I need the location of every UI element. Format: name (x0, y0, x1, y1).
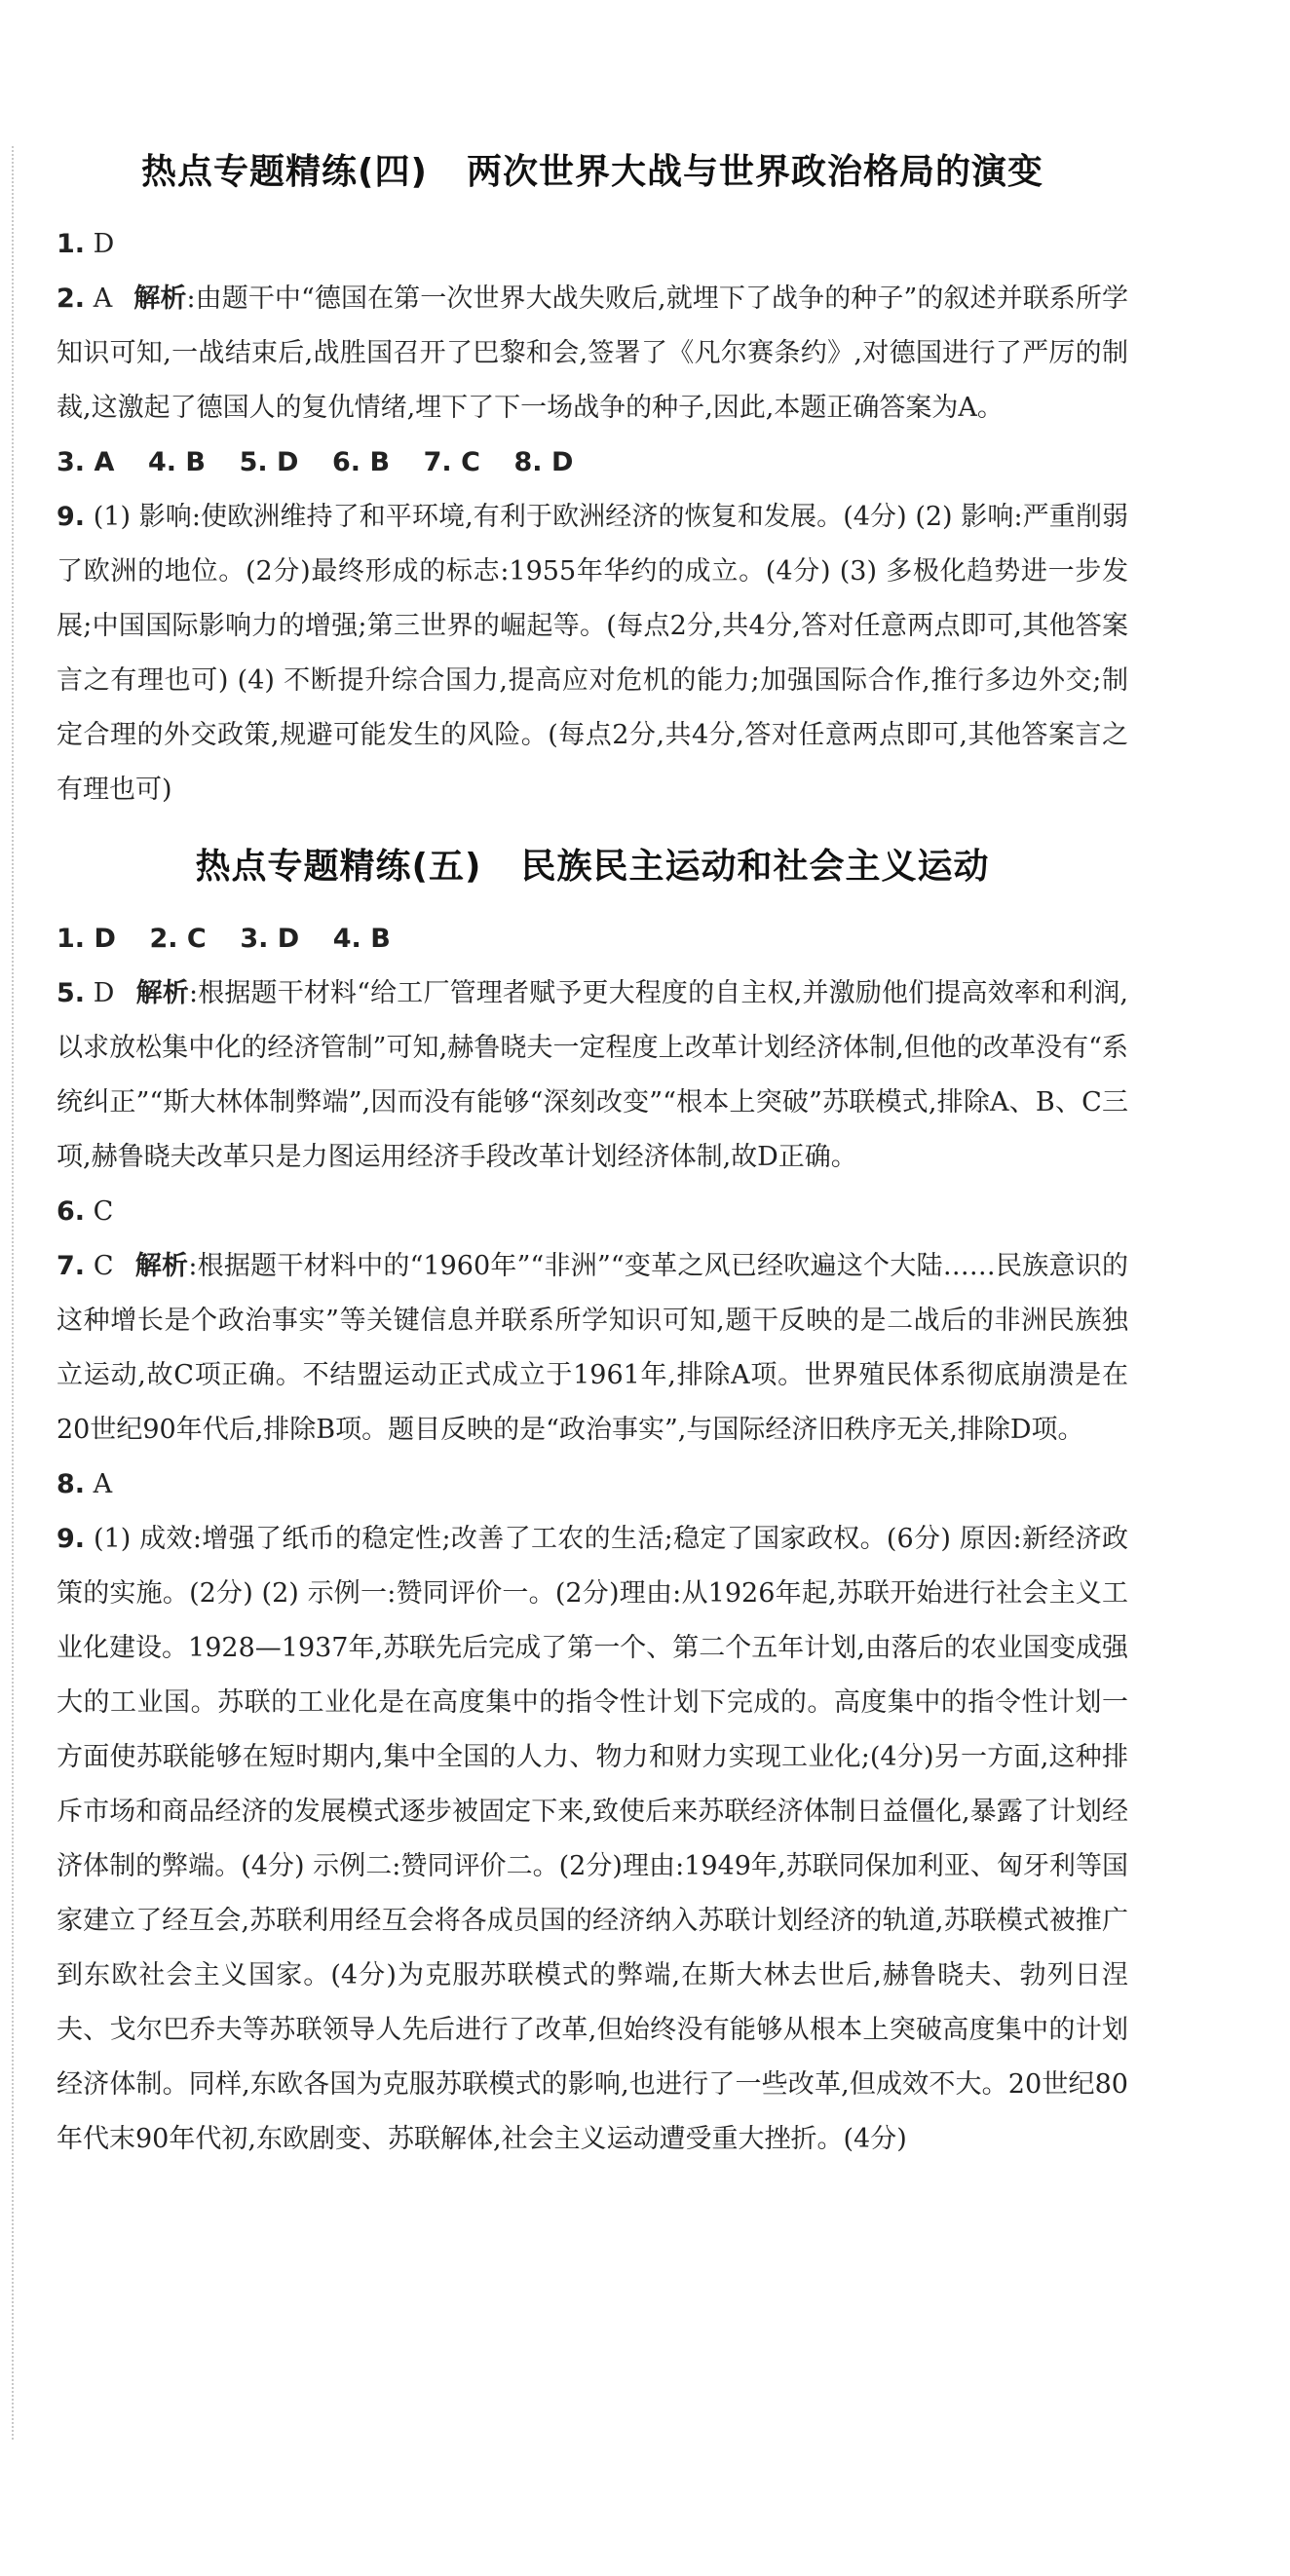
answer-row (57, 912, 1128, 966)
answer-item: 8. A (57, 1469, 113, 1499)
section-four (57, 144, 1128, 817)
answer-pair: 4. B (147, 447, 206, 477)
answer-choice: C (93, 1251, 114, 1281)
section-four-title-topic: 两次世界大战与世界政治格局的演变 (466, 152, 1043, 192)
section-four-title (57, 144, 1128, 194)
answer-item-explained: 7. C 解析:根据题干材料中的“1960年”“非洲”“变革之风已经吹遍这个大陆……民族意识的这种增长是个政治事实”等关键信息并联系所学知识可知,题干反映的是二战后的非洲民族独立运动,故C项正确。不结盟运动正式成立于1961年,排除A项。世界殖民体系彻底崩溃是在20世纪90年代后,排除B项。题目反映的是“政治事实”,与国际经济旧秩序无关,排除D项。 (57, 1251, 1129, 1445)
section-five (57, 839, 1128, 2167)
answer-choice: A (93, 284, 113, 314)
section-five-title-label: 热点专题精练(五) (195, 847, 482, 887)
section-four-title-label: 热点专题精练(四) (141, 152, 428, 192)
answer-item-essay: 9. (1) 影响:使欧洲维持了和平环境,有利于欧洲经济的恢复和发展。(4分) (2) 影响:严重削弱了欧洲的地位。(2分)最终形成的标志:1955年华约的成立。(4分) (3) 多极化趋势进一步发展;中国国际影响力的增强;第三世界的崛起等。(每点2分,共4分,答对任意两点即可,其他答案言之有理也可) (4) 不断提升综合国力,提高应对危机的能力;加强国际合作,推行多边外交;制定合理的外交政策,规避可能发生的风险。(每点2分,共4分,答对任意两点即可,其他答案言之有理也可) (57, 502, 1128, 805)
answer-row (57, 436, 1128, 490)
answer-pair: 3. A (57, 447, 115, 477)
answer-pair: 3. D (240, 924, 300, 954)
answer-item-explained: 5. D 解析:根据题干材料“给工厂管理者赋予更大程度的自主权,并激励他们提高效率和利润,以求放松集中化的经济管制”可知,赫鲁晓夫一定程度上改革计划经济体制,但他的改革没有“系统纠正”“斯大林体制弊端”,因而没有能够“深刻改变”“根本上突破”苏联模式,排除A、B、C三项,赫鲁晓夫改革只是力图运用经济手段改革计划经济体制,故D正确。 (57, 978, 1128, 1172)
section-five-title (57, 839, 1128, 889)
essay-answer-text: (1) 成效:增强了纸币的稳定性;改善了工农的生活;稳定了国家政权。(6分) 原因:新经济政策的实施。(2分) (2) 示例一:赞同评价一。(2分)理由:从1926年起,苏联开始进行社会主义工业化建设。1928—1937年,苏联先后完成了第一个、第二个五年计划,由落后的农业国变成强大的工业国。苏联的工业化是在高度集中的指令性计划下完成的。高度集中的指令性计划一方面使苏联能够在短时期内,集中全国的人力、物力和财力实现工业化;(4分)另一方面,这种排斥市场和商品经济的发展模式逐步被固定下来,致使后来苏联经济体制日益僵化,暴露了计划经济体制的弊端。(4分) 示例二:赞同评价二。(2分)理由:1949年,苏联同保加利亚、匈牙利等国家建立了经互会,苏联利用经互会将各成员国的经济纳入苏联计划经济的轨道,苏联模式被推广到东欧社会主义国家。(4分)为克服苏联模式的弊端,在斯大林去世后,赫鲁晓夫、勃列日涅夫、戈尔巴乔夫等苏联领导人先后进行了改革,但始终没有能够从根本上突破高度集中的计划经济体制。同样,东欧各国为克服苏联模式的影响,也进行了一些改革,但成效不大。20世纪80年代末90年代初,东欧剧变、苏联解体,社会主义运动遭受重大挫折。(4分) (57, 1524, 1128, 2154)
answer-pair: 4. B (332, 924, 391, 954)
answer-choice: D (93, 229, 115, 259)
answer-item: 6. C (57, 1196, 114, 1227)
answer-pair: 6. B (332, 447, 391, 477)
explanation-label: 解析 (134, 1251, 189, 1281)
answer-pair: 8. D (513, 447, 574, 477)
explanation-label: 解析 (135, 978, 189, 1008)
answer-pair: 2. C (149, 924, 207, 954)
answer-choice: D (93, 978, 115, 1008)
explanation-text: :根据题干材料“给工厂管理者赋予更大程度的自主权,并激励他们提高效率和利润,以求放松集中化的经济管制”可知,赫鲁晓夫一定程度上改革计划经济体制,但他的改革没有“系统纠正”“斯大林体制弊端”,因而没有能够“深刻改变”“根本上突破”苏联模式,排除A、B、C三项,赫鲁晓夫改革只是力图运用经济手段改革计划经济体制,故D正确。 (57, 978, 1128, 1172)
answer-choice: C (93, 1196, 114, 1227)
answer-page (57, 144, 1128, 2167)
answer-pair: 5. D (239, 447, 299, 477)
answer-choice: A (93, 1469, 113, 1499)
section-five-title-topic: 民族民主运动和社会主义运动 (520, 847, 990, 887)
essay-answer-text: (1) 影响:使欧洲维持了和平环境,有利于欧洲经济的恢复和发展。(4分) (2) 影响:严重削弱了欧洲的地位。(2分)最终形成的标志:1955年华约的成立。(4分) (3) 多极化趋势进一步发展;中国国际影响力的增强;第三世界的崛起等。(每点2分,共4分,答对任意两点即可,其他答案言之有理也可) (4) 不断提升综合国力,提高应对危机的能力;加强国际合作,推行多边外交;制定合理的外交政策,规避可能发生的风险。(每点2分,共4分,答对任意两点即可,其他答案言之有理也可) (57, 502, 1128, 805)
explanation-label: 解析 (133, 284, 187, 314)
answer-item-essay: 9. (1) 成效:增强了纸币的稳定性;改善了工农的生活;稳定了国家政权。(6分) 原因:新经济政策的实施。(2分) (2) 示例一:赞同评价一。(2分)理由:从1926年起,苏联开始进行社会主义工业化建设。1928—1937年,苏联先后完成了第一个、第二个五年计划,由落后的农业国变成强大的工业国。苏联的工业化是在高度集中的指令性计划下完成的。高度集中的指令性计划一方面使苏联能够在短时期内,集中全国的人力、物力和财力实现工业化;(4分)另一方面,这种排斥市场和商品经济的发展模式逐步被固定下来,致使后来苏联经济体制日益僵化,暴露了计划经济体制的弊端。(4分) 示例二:赞同评价二。(2分)理由:1949年,苏联同保加利亚、匈牙利等国家建立了经互会,苏联利用经互会将各成员国的经济纳入苏联计划经济的轨道,苏联模式被推广到东欧社会主义国家。(4分)为克服苏联模式的弊端,在斯大林去世后,赫鲁晓夫、勃列日涅夫、戈尔巴乔夫等苏联领导人先后进行了改革,但始终没有能够从根本上突破高度集中的计划经济体制。同样,东欧各国为克服苏联模式的影响,也进行了一些改革,但成效不大。20世纪80年代末90年代初,东欧剧变、苏联解体,社会主义运动遭受重大挫折。(4分) (57, 1524, 1128, 2154)
explanation-text: :根据题干材料中的“1960年”“非洲”“变革之风已经吹遍这个大陆……民族意识的这种增长是个政治事实”等关键信息并联系所学知识可知,题干反映的是二战后的非洲民族独立运动,故C项正确。不结盟运动正式成立于1961年,排除A项。世界殖民体系彻底崩溃是在20世纪90年代后,排除B项。题目反映的是“政治事实”,与国际经济旧秩序无关,排除D项。 (57, 1251, 1129, 1445)
answer-item-explained: 2. A 解析:由题干中“德国在第一次世界大战失败后,就埋下了战争的种子”的叙述并联系所学知识可知,一战结束后,战胜国召开了巴黎和会,签署了《凡尔赛条约》,对德国进行了严厉的制裁,这激起了德国人的复仇情绪,埋下了下一场战争的种子,因此,本题正确答案为A。 (57, 284, 1128, 423)
answer-item: 1. D (57, 229, 115, 259)
page-edge-dotted-line (12, 146, 14, 2440)
answer-pair: 7. C (423, 447, 480, 477)
answer-pair: 1. D (57, 924, 116, 954)
explanation-text: :由题干中“德国在第一次世界大战失败后,就埋下了战争的种子”的叙述并联系所学知识可知,一战结束后,战胜国召开了巴黎和会,签署了《凡尔赛条约》,对德国进行了严厉的制裁,这激起了德国人的复仇情绪,埋下了下一场战争的种子,因此,本题正确答案为A。 (57, 284, 1128, 423)
